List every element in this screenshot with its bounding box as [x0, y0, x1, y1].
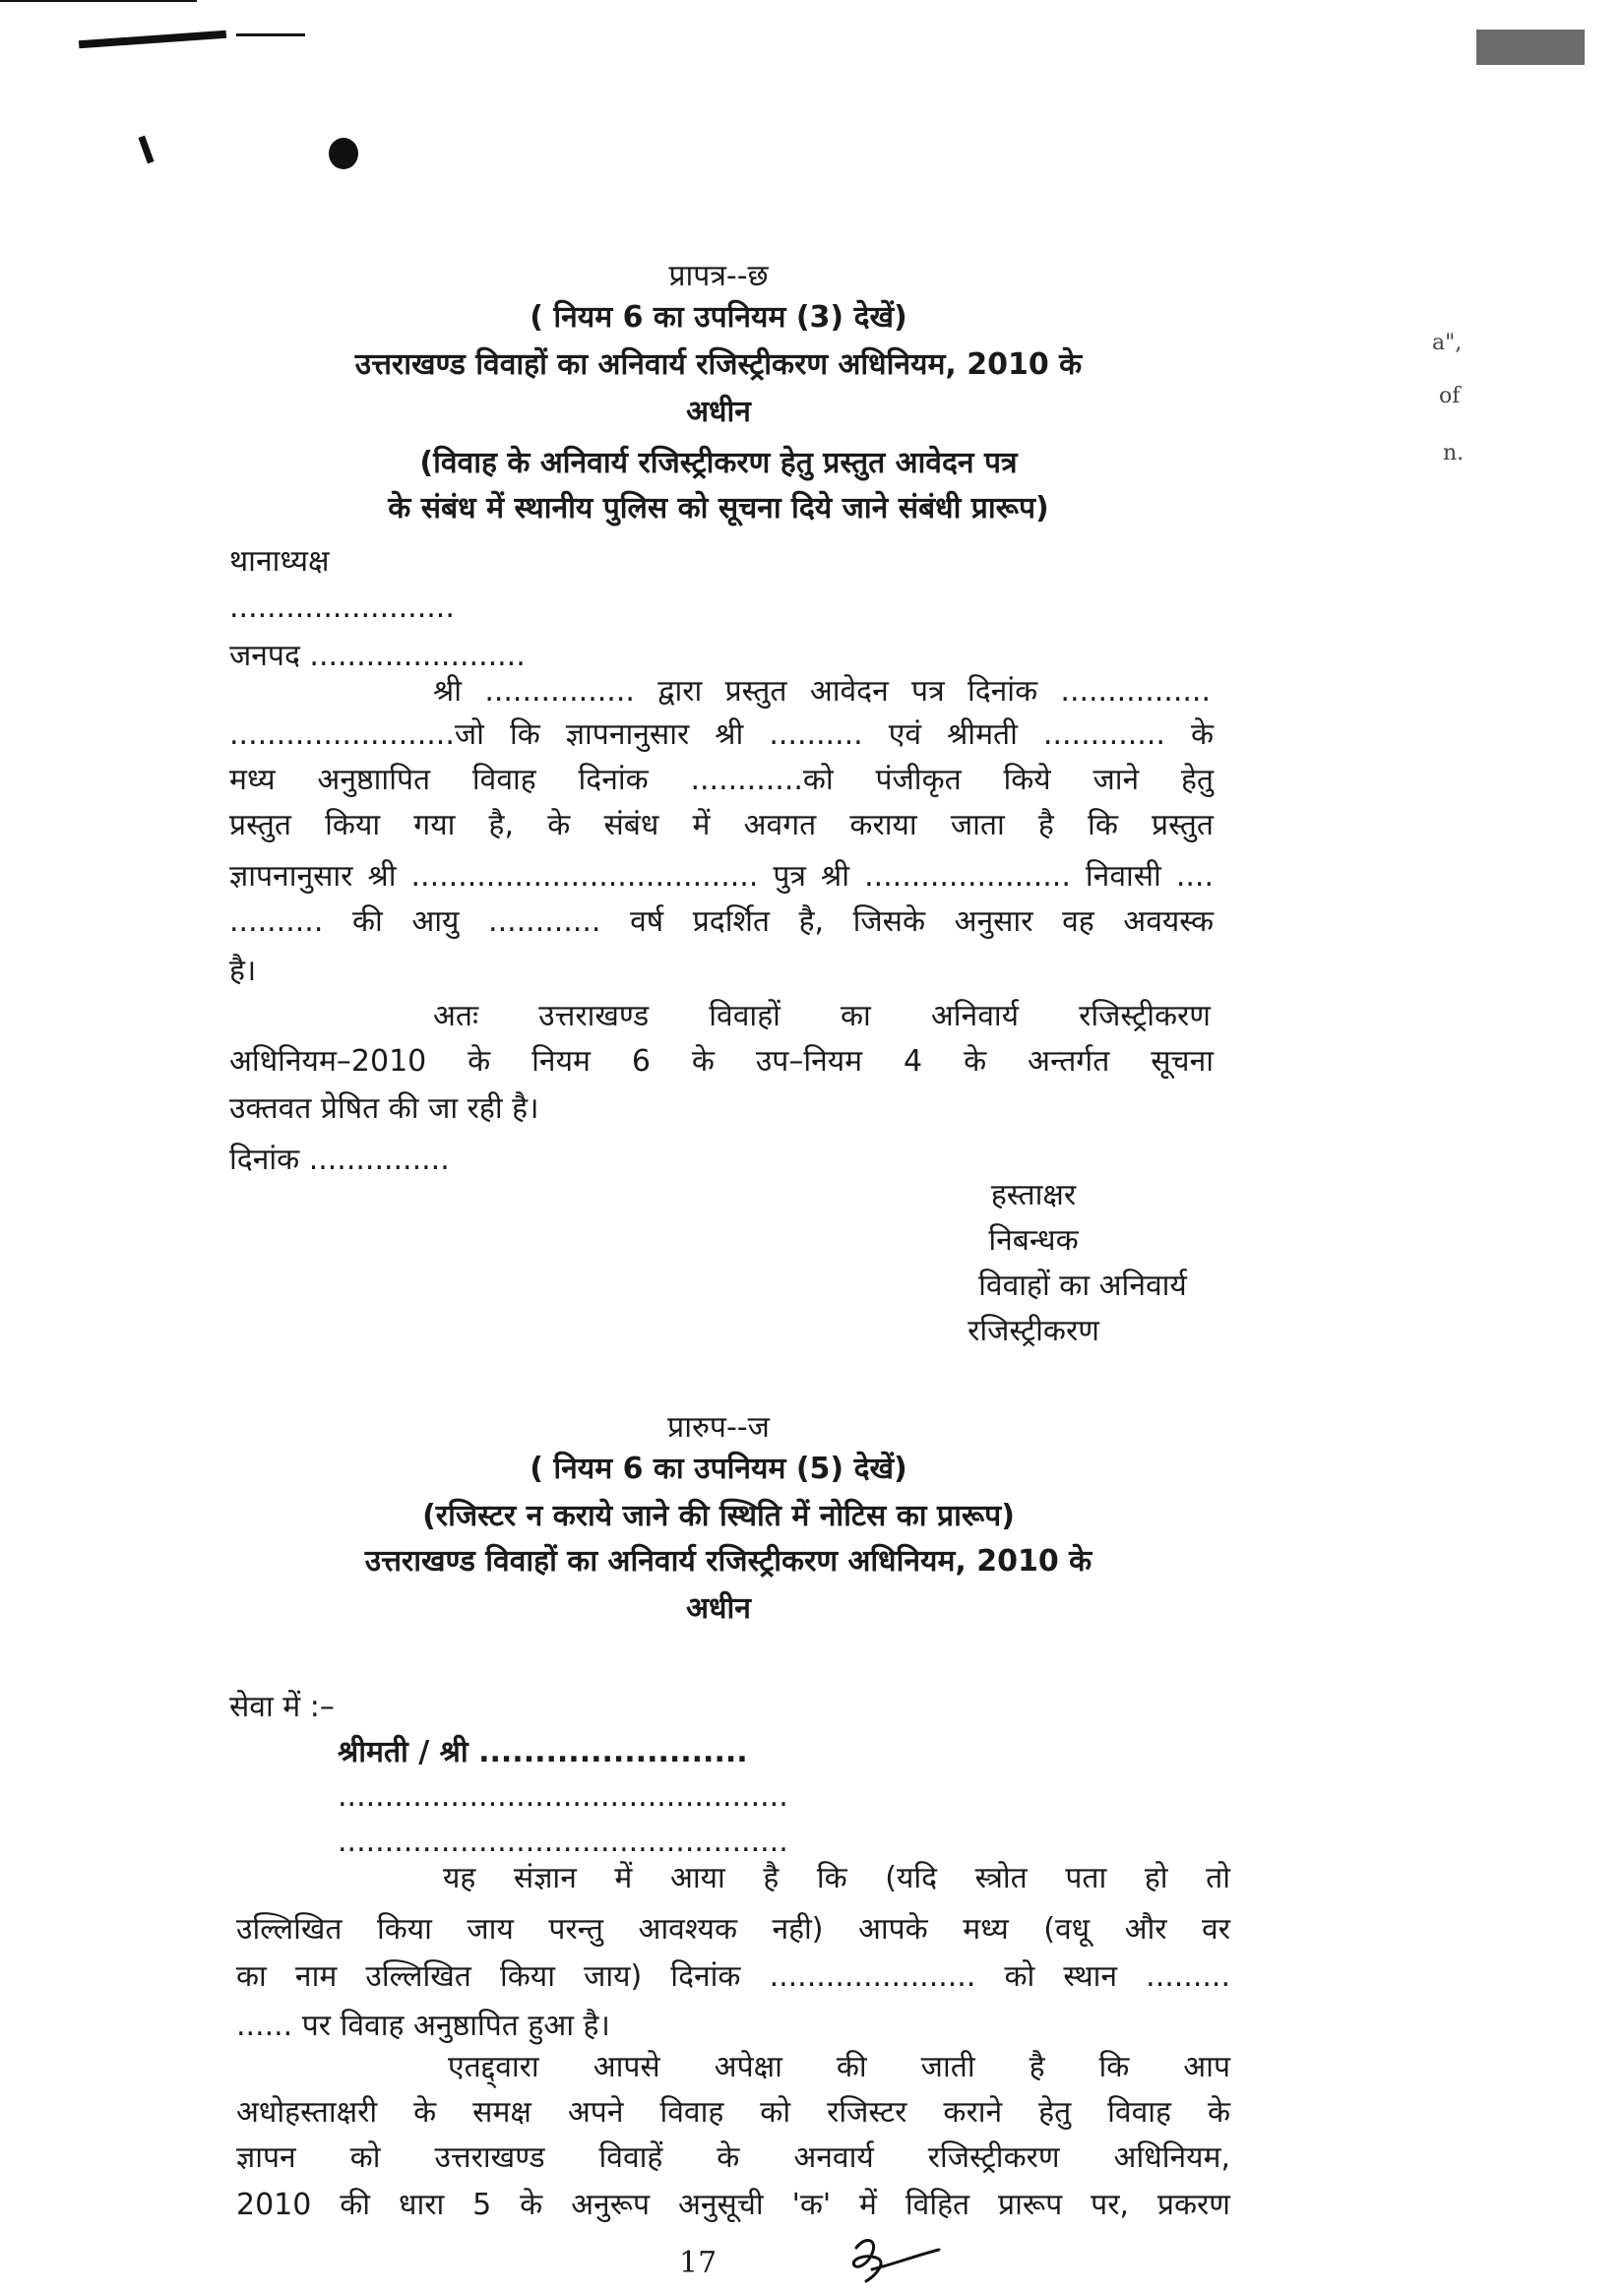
signature-line-2: निबन्धक — [988, 1223, 1079, 1258]
signature-line-3: विवाहों का अनिवार्य — [978, 1269, 1187, 1303]
margin-mark-1: a", — [1432, 331, 1463, 355]
form-chh-para2-line1: अतः उत्तराखण्ड विवाहों का अनिवार्य रजिस्ट्रीकरण — [433, 999, 1211, 1033]
form-chh-para1-line7: है। — [229, 954, 257, 988]
scan-mark-top-right — [1476, 30, 1585, 65]
form-chh-para1-line5: ज्ञापनानुसार श्री ..................................... पुत्र श्री ...................... निवासी .... — [229, 859, 1214, 894]
form-j-para1-line2: उल्लिखित किया जाय परन्तु आवश्यक नही) आपके मध्य (वधू और वर — [236, 1912, 1230, 1947]
form-j-title: प्रारुप--ज — [667, 1410, 770, 1445]
form-chh-addressee: थानाध्यक्ष — [229, 544, 330, 579]
signature-line-1: हस्ताक्षर — [990, 1178, 1077, 1212]
form-chh-date: दिनांक ............... — [229, 1143, 450, 1177]
scan-mark-tick — [138, 136, 154, 164]
form-chh-purpose-line2: के संबंध में स्थानीय पुलिस को सूचना दिये जाने संबंधी प्रारूप) — [388, 491, 1049, 526]
form-j-act-line2: अधीन — [686, 1591, 751, 1626]
form-chh-para1-line6: .......... की आयु ............ वर्ष प्रदर्शित है, जिसके अनुसार वह अवयस्क — [229, 904, 1214, 939]
form-chh-title: प्रापत्र--छ — [668, 259, 769, 293]
form-j-para2-line3: ज्ञापन को उत्तराखण्ड विवाहें के अनवार्य रजिस्ट्रीकरण अधिनियम, — [236, 2140, 1230, 2175]
form-chh-para1-line2: ........................जो कि ज्ञापनानुसार श्री .......... एवं श्रीमती ............. के — [229, 717, 1214, 752]
form-chh-act-line2: अधीन — [686, 395, 751, 429]
form-chh-rule-ref: ( नियम 6 का उपनियम (3) देखें) — [530, 300, 907, 335]
form-j-address-blank-2: ................................................ — [338, 1825, 788, 1859]
page-number: 17 — [679, 2246, 718, 2280]
form-j-para1-line1: यह संज्ञान में आया है कि (यदि स्त्रोत पता हो तो — [443, 1861, 1230, 1895]
form-j-address-blank-1: ................................................ — [338, 1779, 788, 1814]
form-chh-para2-line2: अधिनियम–2010 के नियम 6 के उप–नियम 4 के अन्तर्गत सूचना — [229, 1044, 1214, 1079]
margin-mark-2: of — [1439, 384, 1461, 408]
scan-mark-dot — [329, 138, 358, 169]
form-chh-purpose-line1: (विवाह के अनिवार्य रजिस्ट्रीकरण हेतु प्रस्तुत आवेदन पत्र — [419, 446, 1018, 480]
form-chh-act-line1: उत्तराखण्ड विवाहों का अनिवार्य रजिस्ट्रीकरण अधिनियम, 2010 के — [354, 347, 1083, 382]
form-j-to: सेवा में :– — [229, 1690, 335, 1724]
signature-line-4: रजिस्ट्रीकरण — [968, 1314, 1099, 1348]
form-chh-para1-line3: मध्य अनुष्ठाापित विवाह दिनांक ............को पंजीकृत किये जाने हेतु — [229, 763, 1214, 797]
form-chh-addressee-blank: ........................ — [229, 590, 455, 625]
form-chh-para1-line4: प्रस्तुत किया गया है, के संबंध में अवगत कराया जाता है कि प्रस्तुत — [229, 808, 1214, 842]
form-chh-district: जनपद ....................... — [229, 639, 526, 673]
form-j-para2-line4: 2010 की धारा 5 के अनुरूप अनुसूची 'क' में विहित प्रारूप पर, प्रकरण — [236, 2188, 1230, 2222]
scan-edge-top — [0, 0, 197, 2]
handwritten-initial — [837, 2230, 945, 2289]
form-j-para1-line3: का नाम उल्लिखित किया जाय) दिनांक ...................... को स्थान ......... — [236, 1959, 1230, 1994]
form-j-para1-line4: ...... पर विवाह अनुष्ठापित हुआ है। — [236, 2009, 610, 2043]
margin-mark-3: n. — [1443, 441, 1465, 465]
form-j-purpose: (रजिस्टर न कराये जाने की स्थिति में नोटिस का प्रारूप) — [422, 1499, 1015, 1533]
form-chh-para2-line3: उक्तवत प्रेषित की जा रही है। — [229, 1091, 539, 1126]
form-j-to-name: श्रीमती / श्री ........................ — [338, 1735, 748, 1769]
scan-mark-top-left-2 — [236, 33, 305, 36]
form-j-para2-line2: अधोहस्ताक्षरी के समक्ष अपने विवाह को रजिस्टर कराने हेतु विवाह के — [236, 2095, 1230, 2130]
form-j-rule-ref: ( नियम 6 का उपनियम (5) देखें) — [530, 1452, 907, 1486]
form-j-para2-line1: एतद्द्वारा आपसे अपेक्षा की जाती है कि आप — [448, 2050, 1230, 2084]
form-chh-para1-line1: श्री ................ द्वारा प्रस्तुत आवेदन पत्र दिनांक ................ — [433, 674, 1211, 709]
scan-mark-top-left — [79, 31, 226, 48]
form-j-act-line1: उत्तराखण्ड विवाहों का अनिवार्य रजिस्ट्रीकरण अधिनियम, 2010 के — [364, 1544, 1093, 1579]
